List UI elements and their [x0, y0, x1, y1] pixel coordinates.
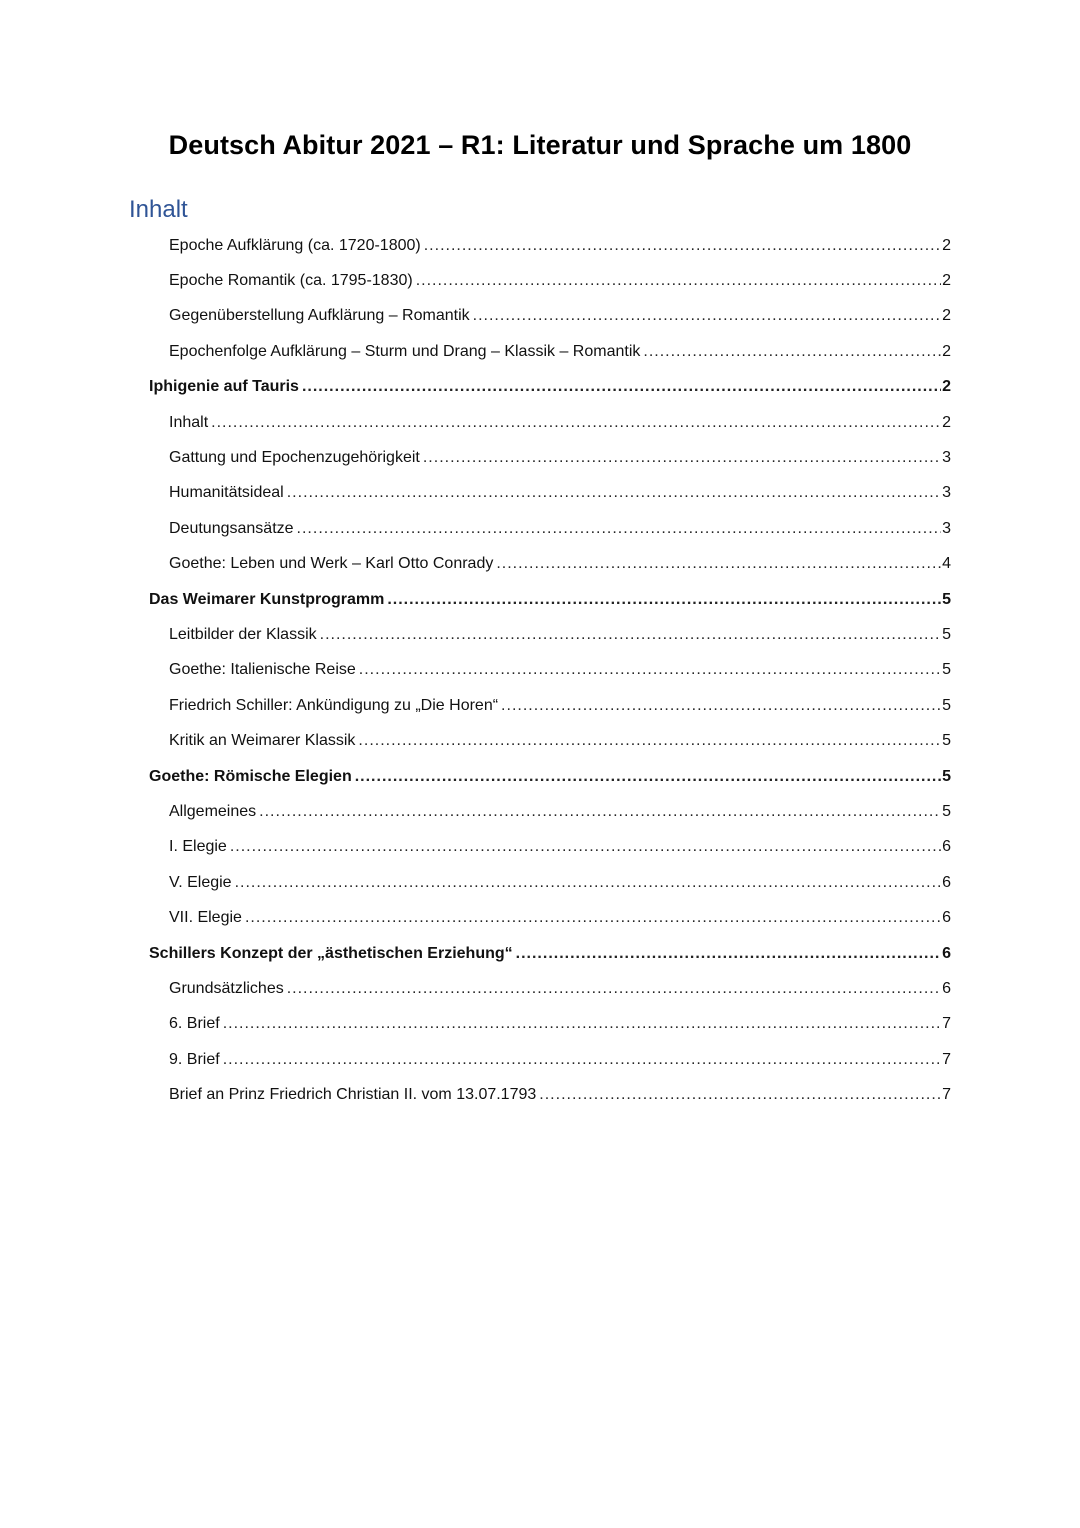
toc-leader [230, 838, 941, 856]
toc-page-number: 6 [942, 909, 951, 927]
toc-leader [358, 732, 941, 750]
toc-page-number: 6 [942, 873, 951, 891]
toc-page-number: 2 [942, 307, 951, 325]
toc-leader [501, 697, 941, 715]
toc-entry-label: VII. Elegie [169, 909, 242, 927]
toc-entry-label: Humanitätsideal [169, 484, 284, 502]
toc-page-number: 2 [942, 342, 951, 360]
toc-entry[interactable] [0, 1042, 1080, 1077]
toc-leader [473, 307, 941, 325]
toc-entry-label: Iphigenie auf Tauris [149, 378, 299, 396]
toc-entry[interactable] [0, 263, 1080, 298]
toc-section-entry[interactable] [0, 370, 1080, 405]
toc-leader [287, 484, 941, 502]
toc-entry-label: Gattung und Epochenzugehörigkeit [169, 449, 420, 467]
toc-entry[interactable] [0, 476, 1080, 511]
toc-entry-label: Friedrich Schiller: Ankündigung zu „Die Horen“ [169, 696, 499, 714]
toc-entry[interactable] [0, 723, 1080, 758]
toc-entry-label: Das Weimarer Kunstprogramm [149, 590, 385, 608]
toc-entry-label: Goethe: Leben und Werk – Karl Otto Conrady [169, 555, 494, 573]
toc-entry[interactable] [0, 794, 1080, 829]
toc-leader [302, 378, 941, 396]
toc-leader [223, 1015, 941, 1033]
toc-leader [387, 591, 941, 609]
toc-leader [259, 803, 941, 821]
toc-entry-label: V. Elegie [169, 873, 232, 891]
toc-entry[interactable] [0, 865, 1080, 900]
toc-entry-label: Goethe: Italienische Reise [169, 661, 356, 679]
toc-leader [297, 520, 942, 538]
toc-page-number: 5 [942, 590, 951, 608]
table-of-contents [0, 228, 1080, 1113]
toc-entry-label: Epochenfolge Aufklärung – Sturm und Drang – Klassik – Romantik [169, 342, 641, 360]
toc-leader [643, 343, 941, 361]
toc-leader [359, 661, 941, 679]
toc-entry-label: Brief an Prinz Friedrich Christian II. vom 13.07.1793 [169, 1086, 537, 1104]
toc-page-number: 5 [942, 625, 951, 643]
toc-entry[interactable] [0, 653, 1080, 688]
document-title: Deutsch Abitur 2021 – R1: Literatur und Sprache um 1800 [168, 130, 912, 160]
toc-section-entry[interactable] [0, 759, 1080, 794]
toc-page-number: 5 [942, 767, 951, 785]
toc-entry-label: Epoche Aufklärung (ca. 1720-1800) [169, 236, 421, 254]
toc-page-number: 3 [942, 449, 951, 467]
toc-entry[interactable] [0, 440, 1080, 475]
toc-leader [516, 945, 941, 963]
toc-leader [496, 555, 941, 573]
toc-entry-label: Schillers Konzept der „ästhetischen Erziehung“ [149, 944, 513, 962]
toc-page-number: 5 [942, 732, 951, 750]
toc-entry-label: I. Elegie [169, 838, 227, 856]
toc-entry-label: Epoche Romantik (ca. 1795-1830) [169, 272, 413, 290]
toc-section-entry[interactable] [0, 936, 1080, 971]
toc-leader [287, 980, 941, 998]
toc-entry[interactable] [0, 405, 1080, 440]
toc-page-number: 2 [942, 236, 951, 254]
toc-entry[interactable] [0, 617, 1080, 652]
toc-page-number: 5 [942, 661, 951, 679]
toc-entry[interactable] [0, 547, 1080, 582]
toc-entry-label: 6. Brief [169, 1015, 220, 1033]
toc-entry-label: Leitbilder der Klassik [169, 625, 317, 643]
toc-entry[interactable] [0, 334, 1080, 369]
toc-page-number: 2 [942, 413, 951, 431]
toc-leader [245, 909, 941, 927]
toc-leader [416, 272, 941, 290]
toc-entry-label: Goethe: Römische Elegien [149, 767, 352, 785]
toc-page-number: 5 [942, 802, 951, 820]
toc-page-number: 4 [942, 555, 951, 573]
toc-entry[interactable] [0, 688, 1080, 723]
toc-entry-label: Inhalt [169, 413, 209, 431]
toc-section-entry[interactable] [0, 582, 1080, 617]
toc-page-number: 6 [942, 838, 951, 856]
toc-page-number: 7 [942, 1015, 951, 1033]
toc-entry[interactable] [0, 299, 1080, 334]
toc-leader [211, 414, 941, 432]
toc-entry-label: Kritik an Weimarer Klassik [169, 732, 356, 750]
toc-entry[interactable] [0, 1007, 1080, 1042]
toc-page-number: 3 [942, 519, 951, 537]
toc-page-number: 2 [942, 272, 951, 290]
toc-leader [539, 1086, 941, 1104]
toc-page-number: 7 [942, 1050, 951, 1068]
toc-leader [235, 874, 942, 892]
toc-entry-label: Grundsätzliches [169, 979, 284, 997]
toc-page-number: 6 [942, 979, 951, 997]
toc-entry[interactable] [0, 900, 1080, 935]
toc-heading: Inhalt [129, 196, 188, 223]
toc-leader [320, 626, 941, 644]
toc-leader [423, 449, 941, 467]
toc-leader [223, 1051, 941, 1069]
toc-leader [355, 768, 941, 786]
toc-page-number: 6 [942, 944, 951, 962]
toc-page-number: 3 [942, 484, 951, 502]
toc-entry-label: 9. Brief [169, 1050, 220, 1068]
toc-entry[interactable] [0, 511, 1080, 546]
toc-entry-label: Gegenüberstellung Aufklärung – Romantik [169, 307, 470, 325]
toc-entry-label: Deutungsansätze [169, 519, 294, 537]
toc-entry[interactable] [0, 830, 1080, 865]
toc-entry-label: Allgemeines [169, 802, 257, 820]
toc-entry[interactable] [0, 1077, 1080, 1112]
toc-entry[interactable] [0, 228, 1080, 263]
toc-page-number: 5 [942, 696, 951, 714]
toc-page-number: 2 [942, 378, 951, 396]
toc-entry[interactable] [0, 971, 1080, 1006]
toc-leader [424, 237, 941, 255]
toc-page-number: 7 [942, 1086, 951, 1104]
